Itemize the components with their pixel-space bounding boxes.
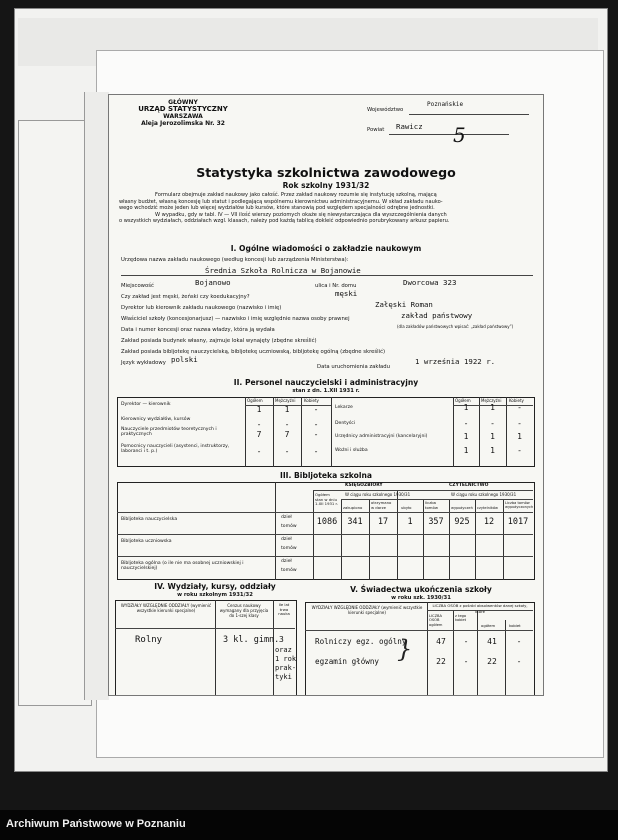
admin-women: - bbox=[517, 419, 522, 428]
staff-men: 7 bbox=[284, 430, 290, 439]
building-label: Zakład posiada budynek własny, zajmuje lokal wynajęty (zbędne skreślić) bbox=[121, 338, 317, 344]
cert-row-women2: - bbox=[516, 657, 522, 666]
admin-men: 1 bbox=[490, 446, 495, 455]
library-row-sub: dzieł bbox=[281, 559, 292, 564]
section-2-title: II. Personel nauczycielski i administracyjny bbox=[233, 378, 419, 387]
intro-text bbox=[119, 192, 539, 225]
admin-row-label: Woźni i służba bbox=[335, 448, 368, 453]
dept-census: 3 kl. gimn. bbox=[223, 635, 280, 645]
staff-women: - bbox=[313, 430, 319, 439]
school-name: Średnia Szkoła Rolnicza w Bojanowie bbox=[205, 266, 361, 275]
director-value: Załęski Roman bbox=[375, 300, 433, 309]
cert-dept-header: WYDZIAŁY WZGLĘDNIE ODDZIAŁY (wymienić wszystkie kierunki specjalne) bbox=[311, 605, 423, 615]
col-donated: otrzymano w darze bbox=[371, 500, 392, 510]
cert-row-women: - bbox=[463, 657, 469, 666]
staff-total: 1 bbox=[256, 405, 262, 414]
intro-line: W wypadku, gdy w tabl. IV — VII ilość wierszy poziomych okaże się niewystarczająca dla wyszczególnienia danych bbox=[155, 211, 447, 218]
form-title: Statystyka szkolnictwa zawodowego bbox=[196, 165, 456, 180]
library-row-sub: tomów bbox=[281, 546, 297, 551]
col-readers: czytelników bbox=[477, 506, 498, 510]
years-note: oraz bbox=[275, 646, 292, 654]
staff-total: 7 bbox=[256, 430, 262, 439]
admin-women: 1 bbox=[517, 432, 522, 441]
cert-row-total: 47 bbox=[436, 637, 446, 646]
permit-label: Data i numer koncesji oraz nazwa władzy, która ją wydała bbox=[121, 327, 275, 333]
staff-total: - bbox=[256, 447, 262, 456]
library-value: 1 bbox=[407, 517, 413, 527]
cert-women2-header: kobiet bbox=[509, 623, 521, 628]
col-header-total: Ogółem bbox=[247, 398, 263, 403]
years-note: tyki bbox=[275, 673, 292, 681]
cert-row-women2: - bbox=[516, 637, 522, 646]
admin-row-label: Urzędnicy administracyjni (kancelaryjni) bbox=[335, 434, 428, 439]
col-lost: ubyło bbox=[401, 505, 412, 510]
intro-line: o wszystkich wydziałach, oddziałach wzgl. klasach, należy pod każdą tablicą dokleić odpowiednio porubrykowany arkusz papieru. bbox=[119, 218, 450, 225]
admin-women: - bbox=[517, 446, 522, 455]
admin-row-label: Dentyści bbox=[335, 421, 355, 426]
cert-women-header: z tego kobiet bbox=[455, 614, 467, 623]
archive-footer bbox=[0, 810, 618, 840]
language-label: Język wykładowy bbox=[121, 360, 166, 366]
library-row-divider bbox=[117, 556, 533, 557]
dept-header: WYDZIAŁY WZGLĘDNIE ODDZIAŁY (wymienić wszystkie kierunki specjalne) bbox=[120, 603, 212, 613]
document-spine bbox=[84, 92, 109, 700]
staff-row-label: Pomocnicy nauczycieli (asystenci, instruktorzy, laboranci i t. p.) bbox=[121, 444, 230, 455]
readership-header: CZYTELNICTWO bbox=[449, 483, 489, 488]
readership-sub: W ciągu roku szkolnego 1930/31 bbox=[451, 492, 517, 497]
years-note: prak- bbox=[275, 664, 297, 672]
library-value: 925 bbox=[454, 517, 470, 527]
library-row-sub: tomów bbox=[281, 568, 297, 573]
col-header-women: Kobiety bbox=[304, 398, 319, 403]
admin-men: 1 bbox=[490, 432, 495, 441]
library-row-label: Bibljoteka ogólna (o ile nie ma osobnej uczniowskiej i nauczycielskiej) bbox=[121, 561, 244, 572]
staff-row-label: Dyrektor — kierownik bbox=[121, 402, 171, 407]
section-2-subtitle: stan z dn. 1.XII 1931 r. bbox=[292, 388, 360, 394]
library-row-sub: tomów bbox=[281, 524, 297, 529]
page-number: 5 bbox=[453, 123, 466, 147]
owner-label: Właściciel szkoły (koncesjonarjusz) — nazwisko i imię względnie nazwa osoby prawnej bbox=[121, 316, 350, 322]
statistics-form bbox=[108, 94, 544, 696]
opening-value: 1 września 1922 r. bbox=[415, 357, 496, 366]
dept-years-extra bbox=[275, 646, 296, 682]
director-label: Dyrektor lub kierownik zakładu naukowego (nazwisko i imię) bbox=[121, 305, 282, 311]
staff-men: - bbox=[284, 447, 290, 456]
library-label: Zakład posiada bibljotekę nauczycielską, bibljotekę uczniowską, bibljotekę ogólną (zbędne skreślić) bbox=[121, 349, 386, 355]
library-row-divider bbox=[117, 534, 533, 535]
staff-women: - bbox=[313, 447, 319, 456]
powiat-label: Powiat bbox=[367, 127, 385, 133]
years-note: 1 rok bbox=[275, 655, 297, 663]
library-value: 12 bbox=[483, 517, 495, 527]
col-bought: zakupiono bbox=[343, 505, 363, 510]
stamp-line: GŁÓWNY bbox=[168, 99, 198, 106]
staff-women: - bbox=[313, 405, 319, 414]
library-value: 17 bbox=[377, 517, 389, 527]
cert-total-header: LICZBA OSÓB ogółem bbox=[429, 614, 443, 627]
years-header: Ile lat trwa nauka bbox=[278, 602, 290, 617]
intro-line: wego wchodzić może jeden lub więcej wydziałów lub kursów, które stanowią pod względem specjalności odrębne jednostki. bbox=[119, 205, 435, 212]
street-value: Dworcowa 323 bbox=[403, 278, 457, 287]
col-header-men: Mężczyźni bbox=[481, 398, 502, 403]
staff-men: - bbox=[284, 420, 290, 429]
dept-name: Rolny bbox=[135, 635, 163, 645]
cert-row-women: - bbox=[463, 637, 469, 646]
section-5-title: V. Świadectwa ukończenia szkoły bbox=[350, 585, 492, 594]
name-label: Urzędowa nazwa zakładu naukowego (według koncesji lub zarządzenia Ministerstwa): bbox=[121, 257, 349, 263]
admin-total: 1 bbox=[463, 403, 469, 412]
staff-women: - bbox=[313, 420, 319, 429]
cert-row-total2: 41 bbox=[487, 637, 497, 646]
library-value: 357 bbox=[428, 517, 444, 527]
library-row-divider bbox=[117, 512, 533, 513]
left-page-edge bbox=[18, 120, 92, 706]
col-volumes-loaned: Liczba tomów wypożyczonych bbox=[505, 501, 534, 510]
language-value: polski bbox=[171, 355, 198, 364]
street-label: ulica i Nr. domu bbox=[315, 283, 357, 289]
place-label: Miejscowość bbox=[121, 283, 154, 289]
cert-super-header: LICZBA OSÓB z pośród absolwentów danej szkoły, które bbox=[432, 603, 528, 615]
gender-label: Czy zakład jest męski, żeński czy koedukacyjny? bbox=[121, 294, 250, 300]
opening-label: Data uruchomienia zakładu bbox=[317, 364, 390, 370]
section-4-title: IV. Wydziały, kursy, oddziały bbox=[154, 582, 276, 591]
dept-years: 3 bbox=[279, 635, 284, 644]
staff-men: 1 bbox=[284, 405, 290, 414]
admin-men: - bbox=[490, 419, 495, 428]
section-5-subtitle: w roku szk. 1930/31 bbox=[391, 595, 451, 601]
staff-row-label: Nauczyciele przedmiotów teoretycznych i praktycznych bbox=[121, 427, 217, 438]
book-collections-header: KSIĘGOZBIORY bbox=[345, 483, 383, 488]
certificates-table bbox=[305, 602, 535, 696]
owner-value: zakład państwowy bbox=[401, 311, 473, 320]
place-value: Bojanowo bbox=[195, 278, 231, 287]
section-1-title: I. Ogólne wiadomości o zakładzie naukowym bbox=[230, 244, 422, 253]
col-loans: wypożyczeń bbox=[451, 506, 473, 510]
col-header-total: Ogółem bbox=[455, 398, 471, 403]
col-header-men: Mężczyźni bbox=[275, 398, 296, 403]
wojewodztwo-value: Poznańskie bbox=[427, 101, 464, 108]
admin-men: 1 bbox=[490, 403, 495, 412]
admin-total: 1 bbox=[463, 446, 469, 455]
cert-row-name: egzamin główny bbox=[315, 657, 380, 666]
owner-note: (dla zakładów państwowych wpisać: „zakład państwowy”) bbox=[397, 324, 514, 329]
cert-row-name: Rolniczy egz. ogólny bbox=[315, 637, 407, 646]
admin-total: 1 bbox=[463, 432, 469, 441]
col-volumes: liczba tomów bbox=[425, 500, 438, 510]
admin-row-label: Lekarze bbox=[335, 405, 353, 410]
library-value: 1017 bbox=[507, 517, 529, 527]
col-total-stock: Ogółem stan w dniu 1.XII 1931 r. bbox=[315, 492, 338, 507]
library-value: 1086 bbox=[316, 517, 338, 527]
intro-line: własny budżet, własną koncesję lub statut i podlegającą wspólnemu kierownictwu administracyjnemu. W skład zakładu nauko- bbox=[119, 198, 443, 205]
wojewodztwo-label: Województwo bbox=[367, 107, 404, 113]
form-subtitle: Rok szkolny 1931/32 bbox=[282, 181, 370, 190]
stamp-line: URZĄD STATYSTYCZNY bbox=[138, 105, 228, 113]
stamp-line: WARSZAWA bbox=[163, 113, 203, 120]
powiat-value: Rawicz bbox=[396, 122, 423, 131]
admin-women: - bbox=[517, 403, 522, 412]
staff-row-label: Kierownicy wydziałów, kursów bbox=[121, 417, 191, 422]
col-header-women: Kobiety bbox=[509, 398, 524, 403]
cert-row-total: 22 bbox=[436, 657, 446, 666]
archive-name: Archiwum Państwowe w Poznaniu bbox=[6, 818, 186, 830]
library-row-label: Bibljoteka nauczycielska bbox=[121, 517, 178, 522]
library-row-label: Bibljoteka uczniowska bbox=[121, 539, 172, 544]
census-header: Cenzus naukowy wymagany dla przyjęcia do 1-szej klasy bbox=[219, 603, 269, 618]
library-row-sub: dzieł bbox=[281, 537, 292, 542]
cert-row-total2: 22 bbox=[487, 657, 497, 666]
section-4-subtitle: w roku szkolnym 1931/32 bbox=[177, 592, 253, 598]
stamp-line: Aleja Jerozolimska Nr. 32 bbox=[141, 120, 225, 127]
admin-total: - bbox=[463, 419, 469, 428]
intro-line: Formularz obejmuje zakład naukowy jako całość. Przez zakład naukowy rozumie się instytucję szkolną, mającą bbox=[155, 192, 437, 198]
section-3-title: III. Bibljoteka szkolna bbox=[280, 471, 372, 480]
book-collections-sub: W ciągu roku szkolnego 1930/31 bbox=[345, 492, 411, 497]
staff-total: - bbox=[256, 420, 262, 429]
gus-stamp bbox=[123, 99, 243, 127]
library-value: 341 bbox=[347, 517, 363, 527]
cert-total2-header: ogółem bbox=[481, 623, 496, 628]
gender-value: męski bbox=[335, 289, 358, 298]
library-row-sub: dzieł bbox=[281, 515, 292, 520]
handwritten-bracket: } bbox=[397, 635, 413, 663]
